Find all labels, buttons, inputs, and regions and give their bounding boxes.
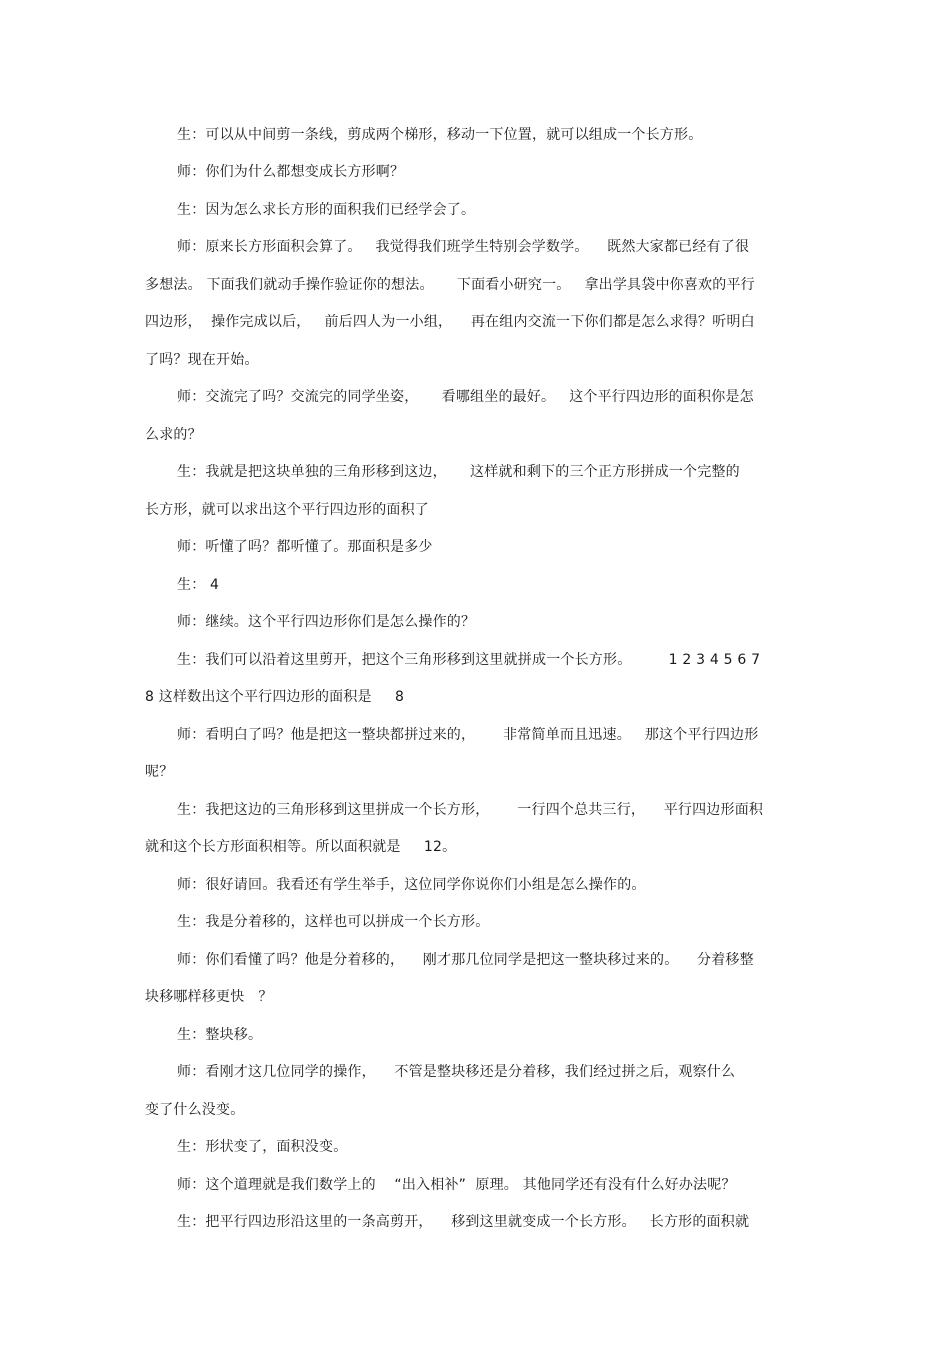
text-line: 生：我把这边的三角形移到这里拼成一个长方形， 一行四个总共三行， 平行四边形面积 [177,802,764,818]
text-line: 生：整块移。 [177,1027,263,1043]
text-line: 师：交流完了吗？交流完的同学坐姿， 看哪组坐的最好。 这个平行四边形的面积你是怎 [177,389,754,405]
text-line: 呢？ [145,764,174,780]
text-line: 么求的？ [145,427,202,443]
text-line: 师：继续。这个平行四边形你们是怎么操作的？ [177,614,476,630]
text-line: 师：很好请回。我看还有学生举手，这位同学你说你们小组是怎么操作的。 [177,877,646,893]
text-line: 长方形，就可以求出这个平行四边形的面积了 [145,502,429,518]
text-line: 变了什么没变。 [145,1102,245,1118]
text-line: 四边形， 操作完成以后， 前后四人为一小组， 再在组内交流一下你们都是怎么求得？听明白 [145,314,755,330]
text-line: 生： 4 [177,577,220,593]
text-line: 生：把平行四边形沿这里的一条高剪开， 移到这里就变成一个长方形。 长方形的面积就 [177,1214,750,1230]
text-line: 生：形状变了，面积没变。 [177,1139,348,1155]
text-line: 师：你们看懂了吗？他是分着移的， 刚才那几位同学是把这一整块移过来的。 分着移整 [177,952,754,968]
text-line: 生：我就是把这块单独的三角形移到这边， 这样就和剩下的三个正方形拼成一个完整的 [177,464,740,480]
text-line: 了吗？现在开始。 [145,352,259,368]
text-line: 师：你们为什么都想变成长方形啊？ [177,164,405,180]
text-line: 多想法。 下面我们就动手操作验证你的想法。 下面看小研究一。 拿出学具袋中你喜欢的平行 [145,277,755,293]
text-line: 8 这样数出这个平行四边形的面积是 8 [145,689,405,705]
text-line: 生：可以从中间剪一条线，剪成两个梯形，移动一下位置，就可以组成一个长方形。 [177,127,703,143]
text-line: 就和这个长方形面积相等。所以面积就是 12。 [145,839,457,855]
text-line: 师：看刚才这几位同学的操作， 不管是整块移还是分着移，我们经过拼之后，观察什么 [177,1064,736,1080]
text-line: 生：因为怎么求长方形的面积我们已经学会了。 [177,202,476,218]
text-line: 师：看明白了吗？他是把这一整块都拼过来的， 非常简单而且迅速。 那这个平行四边形 [177,727,759,743]
text-line: 生：我是分着移的，这样也可以拼成一个长方形。 [177,914,490,930]
text-line: 师：听懂了吗？都听懂了。那面积是多少 [177,539,433,555]
text-line: 师：原来长方形面积会算了。 我觉得我们班学生特别会学数学。 既然大家都已经有了很 [177,239,750,255]
text-line: 生：我们可以沿着这里剪开，把这个三角形移到这里就拼成一个长方形。 1 2 3 4 5 6 7 [177,652,761,668]
text-line: 师：这个道理就是我们数学上的 “出入相补” 原理。 其他同学还有没有什么好办法呢？ [177,1177,736,1193]
text-line: 块移哪样移更快 ？ [145,989,273,1005]
